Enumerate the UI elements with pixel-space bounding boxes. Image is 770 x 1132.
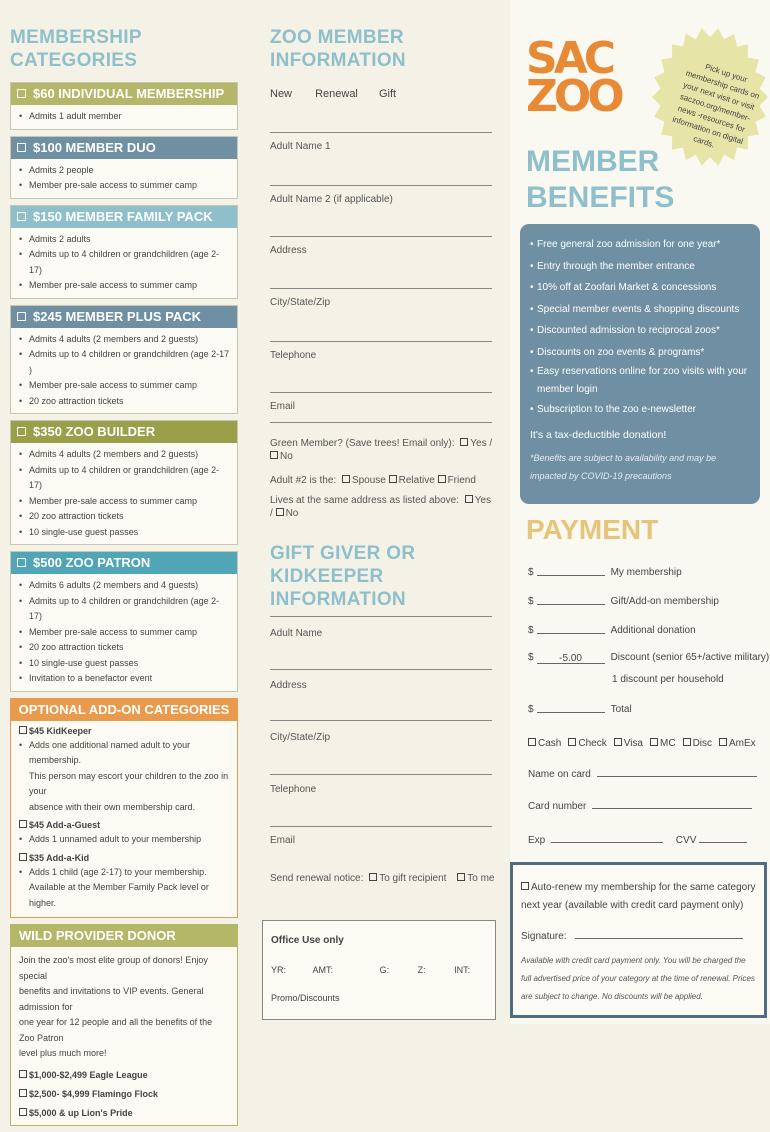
- type-gift[interactable]: Gift: [378, 88, 397, 100]
- payment-method-label: Disc: [692, 738, 713, 749]
- benefit-item: • Discounted admission to reciprocal zoos*: [530, 320, 750, 342]
- addon-guest-name: $45 Add-a-Guest: [29, 820, 101, 830]
- dollar-sign: $: [528, 625, 534, 636]
- payment-row-label: Gift/Add-on membership: [610, 596, 719, 607]
- telephone-input[interactable]: [270, 392, 492, 393]
- addon-title: OPTIONAL ADD-ON CATEGORIES: [11, 699, 237, 721]
- payment-method-option[interactable]: [614, 738, 643, 749]
- payment-row: [528, 565, 682, 578]
- office-promo: Promo/Discounts: [271, 993, 340, 1003]
- office-yr: YR:: [271, 965, 287, 975]
- checkbox-icon[interactable]: [17, 212, 26, 221]
- checkbox-icon[interactable]: [17, 427, 26, 436]
- membership-column: [10, 26, 238, 1132]
- wild-donor-box: [10, 924, 238, 1126]
- adult2-relation-row: [270, 474, 495, 487]
- same-address-yes: Yes /: [270, 495, 492, 519]
- checkbox-icon[interactable]: [528, 738, 536, 746]
- tier-title: $150 MEMBER FAMILY PACK: [33, 208, 213, 224]
- payment-row: [528, 594, 719, 607]
- gift-email-label: Email: [270, 835, 296, 846]
- checkbox-icon[interactable]: [614, 738, 622, 746]
- renewal-label: Send renewal notice:: [270, 873, 364, 884]
- dollar-sign: $: [528, 704, 534, 715]
- checkbox-icon[interactable]: [568, 738, 576, 746]
- addon-kid[interactable]: [11, 848, 237, 865]
- payment-method-label: Check: [578, 738, 607, 749]
- checkbox-icon[interactable]: [342, 475, 350, 483]
- card-number-row: [528, 799, 760, 812]
- signature-label: Signature:: [521, 931, 567, 942]
- checkbox-icon[interactable]: [19, 1108, 27, 1116]
- telephone-label: Telephone: [270, 350, 317, 361]
- tier-option[interactable]: [11, 206, 237, 228]
- checkbox-icon[interactable]: [438, 475, 446, 483]
- dollar-sign: $: [528, 567, 534, 578]
- checkbox-icon[interactable]: [457, 873, 465, 881]
- checkbox-icon[interactable]: [460, 438, 468, 446]
- signature-input[interactable]: [575, 929, 743, 939]
- tier-title: $60 INDIVIDUAL MEMBERSHIP: [33, 86, 225, 101]
- adult2-relation-label: Adult #2 is the:: [270, 475, 337, 486]
- member-type-row: [270, 88, 396, 100]
- payment-method-label: Visa: [623, 738, 643, 749]
- office-use-box: [262, 920, 496, 1020]
- auto-renew-option[interactable]: [521, 879, 756, 915]
- benefit-list: [530, 234, 750, 421]
- addon-box: [10, 698, 238, 919]
- addon-line: absence with their own membership card.: [29, 801, 196, 812]
- gift-address-input[interactable]: [270, 720, 492, 721]
- office-z: Z:: [417, 965, 426, 975]
- addon-kid-name: $35 Add-a-Kid: [29, 852, 90, 863]
- wild-line: one year for 12 people and all the benefits of the Zoo Patron: [19, 1017, 213, 1043]
- checkbox-icon[interactable]: [17, 89, 26, 98]
- tier-benefits: [11, 328, 237, 414]
- gift-city-input[interactable]: [270, 774, 492, 775]
- tier-title: $500 ZOO PATRON: [33, 555, 151, 570]
- tax-deductible-text: It's a tax-deductible donation!: [530, 428, 667, 441]
- benefits-box: [520, 224, 760, 504]
- tier-benefit-item: • Member pre-sale access to summer camp: [19, 625, 231, 641]
- adult-name-1-label: Adult Name 1: [270, 141, 331, 152]
- checkbox-icon[interactable]: [369, 873, 377, 881]
- checkbox-icon[interactable]: [465, 495, 473, 503]
- payment-row: [528, 652, 769, 664]
- tier-box: [10, 551, 238, 692]
- tier-box: [10, 205, 238, 299]
- tier-benefit-item: • Admits 2 adults: [19, 232, 231, 248]
- gift-adult-input[interactable]: [270, 669, 492, 670]
- benefits-column: [510, 0, 770, 1024]
- same-address-no: No: [285, 508, 299, 519]
- tier-title: $245 MEMBER PLUS PACK: [33, 308, 202, 324]
- payment-amount-input[interactable]: -5.00: [537, 653, 605, 664]
- gift-adult-label: Adult Name: [270, 628, 323, 639]
- addon-line: Available at the Member Family Pack level or higher.: [29, 882, 209, 908]
- member-benefits-title: MEMBER BENEFITS: [526, 145, 675, 214]
- green-no: No: [280, 451, 293, 462]
- benefit-item: • Free general zoo admission for one year*: [530, 234, 750, 256]
- payment-amount-input[interactable]: [537, 594, 605, 605]
- tier-option[interactable]: [11, 306, 237, 328]
- card-number-label: Card number: [528, 801, 587, 812]
- green-member-row: [270, 437, 495, 463]
- wild-donor-title: WILD PROVIDER DONOR: [11, 925, 237, 947]
- benefits-note: *Benefits are subject to availability and may be impacted by COVID-19 precautions: [530, 452, 717, 481]
- info-column: [270, 26, 495, 1026]
- cvv-label: CVV: [675, 835, 697, 846]
- payment-row-label: Additional donation: [610, 625, 696, 636]
- cvv-input[interactable]: [699, 833, 747, 843]
- exp-cvv-row: [528, 833, 760, 846]
- checkbox-icon[interactable]: [270, 451, 278, 459]
- adult-name-2-label: Adult Name 2 (if applicable): [270, 194, 393, 205]
- tier-benefits: [11, 443, 237, 544]
- checkbox-icon[interactable]: [17, 143, 26, 152]
- checkbox-icon[interactable]: [276, 508, 284, 516]
- tier-benefit-item: • Admits 1 adult member: [19, 109, 231, 125]
- tier-benefits: [11, 574, 237, 691]
- same-address-label: Lives at the same address as listed above:: [270, 495, 459, 506]
- tier-option[interactable]: [11, 552, 237, 574]
- renewal-to-recipient: To gift recipient: [379, 873, 447, 884]
- type-renewal[interactable]: Renewal: [315, 88, 358, 100]
- gift-address-label: Address: [270, 680, 307, 691]
- benefit-item: • 10% off at Zoofari Market & concessions: [530, 277, 750, 299]
- benefit-item: • Subscription to the zoo e-newsletter: [530, 399, 750, 421]
- starburst-text: Pick up your membership cards on your next visit or visit saczoo.org/member-news -resources for information on digital cards.: [671, 62, 761, 150]
- payment-amount-input[interactable]: [537, 623, 605, 634]
- tier-benefit-item: • Member pre-sale access to summer camp: [19, 278, 231, 294]
- payment-amount-input[interactable]: [537, 565, 605, 576]
- wild-level-label: $5,000 & up Lion's Pride: [29, 1107, 133, 1118]
- tier-benefit-item: • 20 zoo attraction tickets: [19, 640, 231, 656]
- member-info-header: ZOO MEMBER INFORMATION: [270, 27, 406, 71]
- tier-option[interactable]: [11, 421, 237, 443]
- wild-donor-text: [11, 947, 237, 1062]
- member-type-line: [270, 132, 492, 133]
- wild-level-flamingo[interactable]: [11, 1085, 237, 1104]
- tier-box: [10, 420, 238, 545]
- tier-box: [10, 136, 238, 199]
- payment-row: [528, 702, 632, 715]
- office-int: INT:: [454, 965, 471, 975]
- email-label: Email: [270, 401, 296, 412]
- benefit-item: • Special member events & shopping discounts: [530, 299, 750, 321]
- gift-telephone-input[interactable]: [270, 826, 492, 827]
- tier-benefits: [11, 228, 237, 298]
- tier-title: $350 ZOO BUILDER: [33, 424, 156, 439]
- gift-top-line: [270, 616, 492, 617]
- name-on-card-label: Name on card: [528, 769, 591, 780]
- payment-method-label: MC: [660, 738, 676, 749]
- benefit-item: • Easy reservations online for zoo visits with your member login: [530, 363, 750, 399]
- card-number-input[interactable]: [592, 799, 752, 809]
- renewal-to-me: To me: [467, 873, 495, 884]
- tier-benefit-item: • Admits 4 adults (2 members and 2 guests): [19, 332, 231, 348]
- checkbox-icon[interactable]: [19, 1089, 27, 1097]
- payment-amount-input[interactable]: [537, 702, 605, 713]
- tier-benefit-item: • Member pre-sale access to summer camp: [19, 178, 231, 194]
- exp-label: Exp: [528, 835, 546, 846]
- addon-line: • Adds 1 child (age 2-17) to your membership.: [19, 865, 231, 881]
- tier-box: [10, 305, 238, 415]
- tier-title: $100 MEMBER DUO: [33, 139, 156, 155]
- benefit-item: • Entry through the member entrance: [530, 256, 750, 278]
- checkbox-icon[interactable]: [719, 738, 727, 746]
- payment-row: [528, 623, 696, 636]
- signature-row: [521, 929, 756, 942]
- tier-benefit-item: • Invitation to a benefactor event: [19, 671, 231, 687]
- adult-name-2-input[interactable]: [270, 236, 492, 237]
- payment-title: PAYMENT: [526, 514, 659, 545]
- tier-benefit-item: • Admits up to 4 children or grandchildren (age 2-17): [19, 594, 231, 625]
- addon-kidkeeper-name: $45 KidKeeper: [29, 725, 92, 736]
- addon-guest-desc: [11, 832, 237, 848]
- checkbox-icon[interactable]: [521, 882, 529, 890]
- wild-line: benefits and invitations to VIP events. General admission for: [19, 986, 204, 1012]
- payment-row-label: My membership: [610, 567, 682, 578]
- tier-benefit-item: • Member pre-sale access to summer camp: [19, 378, 231, 394]
- dollar-sign: $: [528, 596, 534, 607]
- tier-box: [10, 82, 238, 130]
- discount-note: 1 discount per household: [612, 674, 724, 685]
- renewal-notice-row: [270, 872, 495, 885]
- office-title: Office Use only: [271, 935, 344, 946]
- tier-benefit-item: • 20 zoo attraction tickets: [19, 394, 231, 410]
- tier-option[interactable]: [11, 137, 237, 159]
- office-g: G:: [379, 965, 390, 975]
- address-label: Address: [270, 245, 307, 256]
- auto-renew-note: Available with credit card payment only. You will be charged the full advertised price of your category at the time of renewal. Prices are subject to change. No discounts will be applied.: [521, 956, 755, 1001]
- address-input[interactable]: [270, 288, 492, 289]
- email-input[interactable]: [270, 422, 492, 423]
- wild-level-lion[interactable]: [11, 1104, 237, 1123]
- tier-benefit-item: • 10 single-use guest passes: [19, 525, 231, 541]
- tier-benefits: [11, 159, 237, 198]
- addon-kidkeeper-desc: [11, 738, 237, 816]
- tier-benefits: [11, 105, 237, 129]
- tier-benefit-item: • 10 single-use guest passes: [19, 656, 231, 672]
- benefit-item: • Discounts on zoo events & programs*: [530, 342, 750, 364]
- tier-benefit-item: • Admits 4 adults (2 members and 2 guests): [19, 447, 231, 463]
- checkbox-icon[interactable]: [19, 853, 27, 861]
- name-on-card-input[interactable]: [597, 767, 757, 777]
- payment-method-label: AmEx: [729, 738, 756, 749]
- payment-method-option[interactable]: [568, 738, 606, 749]
- logo-line-1: SAC: [526, 33, 613, 84]
- wild-level-label: $2,500- $4,999 Flamingo Flock: [29, 1088, 159, 1099]
- tier-list: [10, 82, 238, 692]
- addon-guest[interactable]: [11, 815, 237, 832]
- addon-line: • Adds 1 unnamed adult to your membership: [19, 832, 231, 848]
- payment-method-label: Cash: [538, 738, 562, 749]
- addon-line: • Adds one additional named adult to your membership.: [19, 738, 231, 769]
- tier-benefit-item: • Admits up to 4 children or grandchildren (age 2-17): [19, 247, 231, 278]
- addon-kid-desc: [11, 865, 237, 918]
- tier-benefit-item: • Admits 2 people: [19, 163, 231, 179]
- payment-method-option[interactable]: [650, 738, 676, 749]
- payment-methods: [528, 738, 763, 749]
- green-member-label: Green Member? (Save trees! Email only):: [270, 438, 455, 449]
- office-fields: [271, 965, 491, 975]
- addon-line: This person may escort your children to the zoo in your: [29, 770, 229, 796]
- wild-line: level plus much more!: [19, 1048, 107, 1058]
- relation-spouse: Spouse: [351, 475, 386, 486]
- wild-level-label: $1,000-$2,499 Eagle League: [29, 1069, 148, 1080]
- payment-method-option[interactable]: [528, 738, 561, 749]
- tier-option[interactable]: [11, 83, 237, 105]
- payment-method-option[interactable]: [683, 738, 712, 749]
- auto-renew-box: [510, 862, 767, 1018]
- gift-info-header: GIFT GIVER OR KIDKEEPER INFORMATION: [270, 543, 416, 610]
- checkbox-icon[interactable]: [19, 1070, 27, 1078]
- payment-method-option[interactable]: [719, 738, 756, 749]
- adult-name-1-input[interactable]: [270, 185, 492, 186]
- gift-telephone-label: Telephone: [270, 784, 317, 795]
- wild-level-eagle[interactable]: [11, 1066, 237, 1085]
- relation-friend: Friend: [447, 475, 476, 486]
- checkbox-icon[interactable]: [19, 820, 27, 828]
- type-new[interactable]: New: [270, 88, 293, 100]
- gift-city-label: City/State/Zip: [270, 732, 331, 743]
- wild-line: Join the zoo's most elite group of donors! Enjoy special: [19, 955, 208, 981]
- city-label: City/State/Zip: [270, 297, 331, 308]
- tier-benefit-item: • Admits up to 4 children or grandchildren (age 2-17 ): [19, 347, 231, 378]
- checkbox-icon[interactable]: [683, 738, 691, 746]
- addon-kidkeeper[interactable]: [11, 721, 237, 738]
- logo-line-2: ZOO: [526, 71, 621, 122]
- green-yes: Yes /: [470, 438, 493, 449]
- tier-benefit-item: • Admits 6 adults (2 members and 4 guests): [19, 578, 231, 594]
- name-on-card-row: [528, 767, 760, 780]
- office-amt: AMT:: [312, 965, 334, 975]
- sac-zoo-logo: [526, 33, 621, 122]
- checkbox-icon[interactable]: [650, 738, 658, 746]
- dollar-sign: $: [528, 652, 534, 663]
- payment-row-label: Discount (senior 65+/active military): [610, 652, 770, 663]
- city-input[interactable]: [270, 341, 492, 342]
- same-address-row: [270, 494, 495, 520]
- checkbox-icon[interactable]: [17, 312, 26, 321]
- tier-benefit-item: • 20 zoo attraction tickets: [19, 509, 231, 525]
- checkbox-icon[interactable]: [17, 558, 26, 567]
- relation-relative: Relative: [398, 475, 435, 486]
- auto-renew-label: Auto-renew my membership for the same category next year (available with credit card payment only): [521, 882, 756, 911]
- tier-benefit-item: • Member pre-sale access to summer camp: [19, 494, 231, 510]
- checkbox-icon[interactable]: [389, 475, 397, 483]
- exp-input[interactable]: [551, 833, 663, 843]
- payment-row-label: Total: [610, 704, 632, 715]
- membership-header: MEMBERSHIP CATEGORIES: [10, 27, 142, 71]
- checkbox-icon[interactable]: [19, 726, 27, 734]
- tier-benefit-item: • Admits up to 4 children or grandchildren (age 2-17): [19, 463, 231, 494]
